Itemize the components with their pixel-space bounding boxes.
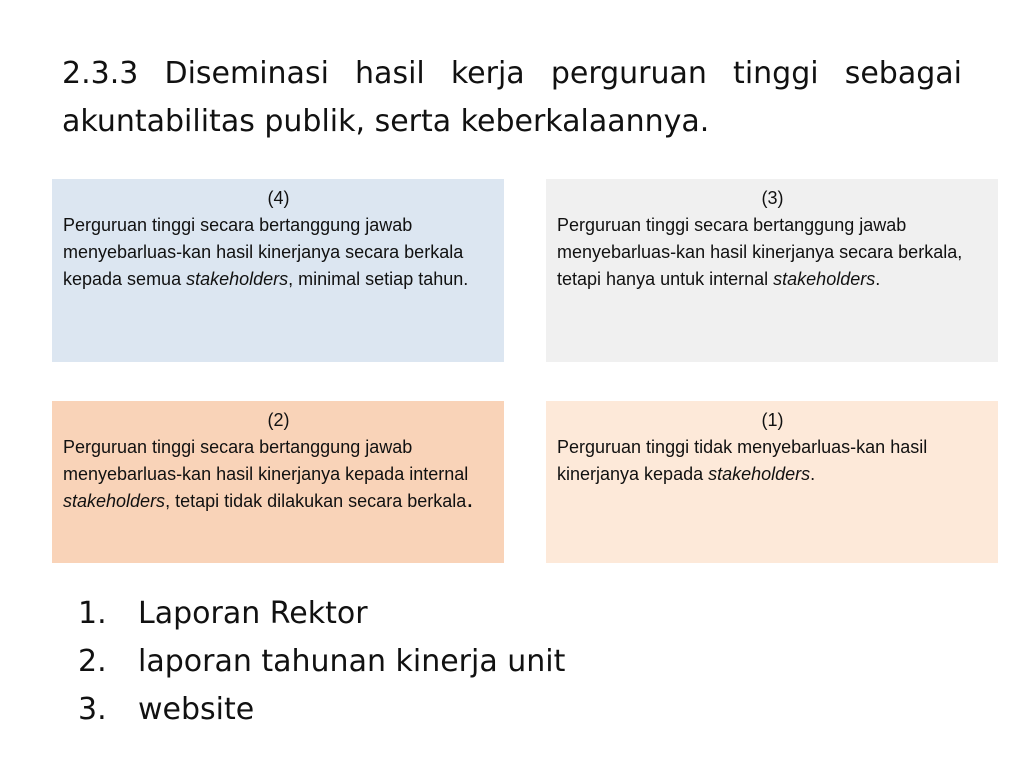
level-3-box: [546, 179, 998, 362]
dissemination-media-list: [78, 590, 565, 734]
list-text: Laporan Rektor: [138, 596, 368, 631]
list-text: website: [138, 692, 255, 727]
list-number: 1.: [78, 596, 107, 631]
desc-text-end: .: [810, 464, 816, 484]
desc-text: Perguruan tinggi secara bertanggung jawab menyebarluas-kan hasil kinerjanya secara berkala, tetapi hanya untuk internal: [557, 215, 963, 289]
slide-title: 2.3.3 Diseminasi hasil kerja perguruan tinggi sebagai akuntabilitas publik, serta keberkalaannya.: [62, 56, 962, 139]
desc-text: Perguruan tinggi secara bertanggung jawab menyebarluas-kan hasil kinerjanya secara berkala kepada semua: [63, 215, 464, 289]
level-label: (4): [267, 188, 290, 208]
level-label: (1): [761, 410, 784, 430]
level-description: [63, 212, 494, 293]
desc-text-end: , minimal setiap tahun.: [288, 269, 469, 289]
level-label: (2): [267, 410, 290, 430]
level-2-box: [52, 401, 504, 563]
level-4-box: [52, 179, 504, 362]
level-description: [557, 212, 988, 293]
list-item: [78, 638, 565, 686]
desc-text: Perguruan tinggi tidak menyebarluas-kan hasil kinerjanya kepada: [557, 437, 928, 484]
desc-text-end: .: [875, 269, 881, 289]
desc-emphasis: stakeholders: [708, 464, 811, 484]
level-1-box: [546, 401, 998, 563]
desc-text-end: , tetapi tidak dilakukan secara berkala: [165, 491, 467, 511]
desc-text: Perguruan tinggi secara bertanggung jawab menyebarluas-kan hasil kinerjanya kepada internal: [63, 437, 469, 484]
desc-final-period: .: [466, 483, 474, 513]
level-label: (3): [761, 188, 784, 208]
list-text: laporan tahunan kinerja unit: [138, 644, 566, 679]
desc-emphasis: stakeholders: [186, 269, 289, 289]
level-description: [63, 434, 494, 515]
desc-emphasis: stakeholders: [63, 491, 166, 511]
list-item: [78, 686, 565, 734]
list-number: 3.: [78, 692, 107, 727]
list-item: [78, 590, 565, 638]
level-description: [557, 434, 988, 488]
desc-emphasis: stakeholders: [773, 269, 876, 289]
list-number: 2.: [78, 644, 107, 679]
